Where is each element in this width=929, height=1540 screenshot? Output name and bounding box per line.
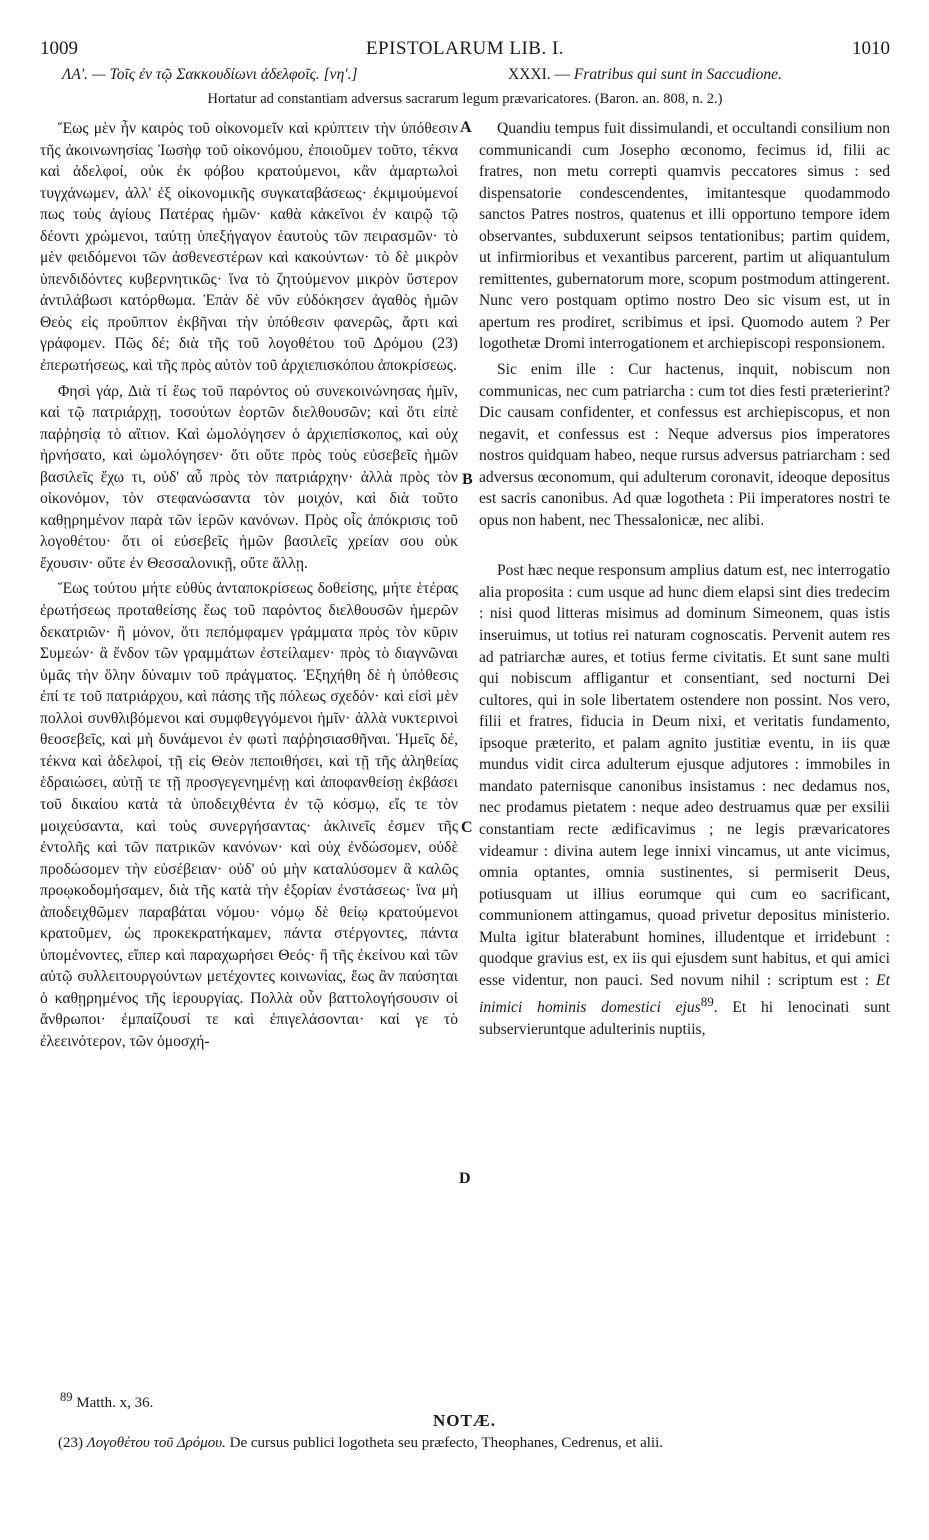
- latin-paragraph-2: Sic enim ille : Cur hactenus, inquit, nobiscum non communicas, nec cum patriarcha : cum tot dies festi præterierint? Dic causam confidenter, et confessus est archiepiscopus, et non negavit, et confessus est : Neque adversus pios imperatores nostros quidquam habeo, neque rursus adversus patriarcham : sed adversus œconomum, qui adulterum coronavit, ideoque depositus est sacris canonibus. Ad quæ logotheta : Pii imperatores nostri te opus non habent, nec Thessalonicæ, nec alibi.: [479, 361, 890, 529]
- page-number-left: 1009: [40, 38, 78, 59]
- letter-summary: Hortatur ad constantiam adversus sacrarum legum prævaricatores. (Baron. an. 808, n. 2.): [207, 91, 723, 107]
- letter-title-greek: ΛΑ'. — Τοῖς ἐν τῷ Σακκουδίωνι ἀδελφοῖς. [νη'.]: [62, 66, 358, 83]
- margin-marker-a: A: [460, 119, 472, 136]
- latin-paragraph-3: [479, 560, 890, 1040]
- margin-marker-c: C: [461, 819, 473, 836]
- greek-paragraph-2: Φησὶ γάρ, Διὰ τί ἕως τοῦ παρόντος οὐ συνεκοινώνησας ἡμῖν, καὶ τῷ πατριάρχῃ, τοσούτων ἑορτῶν διελθουσῶν; καὶ ὅτι εἰπὲ παῤῥησίᾳ τὸ αἴτιον. Καὶ ὡμολόγησεν ὁ ἀρχιεπίσκοπος, καὶ οὐχ ἠρνήσατο, καὶ ὡμολόγησεν· ὅτι οὔτε πρὸς τοὺς εὐσεβεῖς ἡμῶν βασιλεῖς ἔχω τι, οὐδ' αὖ πρὸς τὸν πατριάρχην· ἀλλὰ πρὸς τὸν οἰκονόμον, τὸν στεφανώσαντα τὸν μοιχόν, καὶ διὰ τοῦτο καθῃρημένον παρὰ τῶν ἱερῶν κανόνων. Πρὸς οἷς ἀπόκρισις τοῦ λογοθέτου· ὅτι οἱ εὐσεβεῖς ἡμῶν βασιλεῖς χρείαν σου οὐκ ἔχουσιν· οὔτε ἐν Θεσσαλονικῇ, οὔτε ἄλλῃ.: [40, 382, 458, 572]
- note-body: De cursus publici logotheta seu præfecto, Theophanes, Cedrenus, et alii.: [225, 1435, 664, 1451]
- running-title: EPISTOLARUM LIB. I.: [365, 38, 565, 59]
- greek-column: [40, 118, 458, 1053]
- notes-heading: NOTÆ.: [432, 1411, 497, 1430]
- note-greek-lemma: Λογοθέτου τοῦ Δρόμου.: [86, 1435, 226, 1451]
- greek-footnote-ref: 89: [60, 1390, 73, 1404]
- running-header: [40, 38, 890, 62]
- footnote-reference: 89: [700, 994, 714, 1010]
- greek-paragraph-3: Ἕως τούτου μήτε εὐθὺς ἀνταποκρίσεως δοθείσης, μήτε ἑτέρας ἐρωτήσεως προταθείσης ἕως τοῦ παρόντος διελθουσῶν ἡμερῶν δεκατριῶν· ἢ μόνον, ὅτι πεπόμφαμεν γράμματα πρὸς τὸν κῦριν Συμεών· ἃ ἔνδον τῶν γραμμάτων ἐστείλαμεν· πρὸς τὸ διαγνῶναι ὑμᾶς τὴν ὅλην δύναμιν τοῦ πράγματος. Ἐξηχήθη δὲ ἡ ὑπόθεσις ἐπί τε τοῦ πατριάρχου, καὶ πάσης τῆς πόλεως σχεδόν· καὶ εἰσὶ μὲν πολλοὶ συνθλιβόμενοι καὶ συμφθεγγόμενοι ἡμῖν· ἀλλὰ νυκτερινοὶ θεοσεβεῖς, καὶ μὴ δυνάμενοι ἐν φωτὶ παῤῥησιασθῆναι. Ἡμεῖς δέ, τέκνα καὶ ἀδελφοί, τῇ εἰς Θεὸν πεποιθήσει, καὶ τῇ τῆς ἀληθείας ἑδραιώσει, αὐτῇ τε τῇ προσγεγενημένῃ καὶ ἀποφανθείσῃ ἐκβάσει τοῦ δικαίου κατὰ τὰ ὑποδειχθέντα ἐν τῷ κόσμῳ, εἴς τε τὸν μοιχεύσαντα, καὶ τοὺς συνεργήσαντας· ἀκλινεῖς ἐσμεν τῆς ἐντολῆς καὶ τῶν πατρικῶν κανόνων· καὶ οὐχ ἐνδώσομεν, οὐδὲ προδώσομεν τὴν εὐσέβειαν· οὐδ' οὐ μὴν καταλύσομεν ἃ καλῶς προῳκοδομήσαμεν, διὰ τῆς κατὰ τὴν ἐξορίαν ἐνστάσεως· ἵνα μὴ ἀποδειχθῶμεν παραβάται νόμου· νόμῳ δὲ θείῳ κρατούμενοι κρατοῦμεν, ὡς προκεκρατήκαμεν, πάντα στέργοντες, πάντα ὑπομένοντες, εἴπερ καὶ παραχωρήσει Θεός· ἢ τῆς ἐκείνου καὶ τῶν αὐτῷ συλλειτουργούντων μετέχοντες κοινωνίας, ἕως ἂν παύσηται ὁ καθῃρημένος τῆς ἱερουργίας. Πολλὰ οὖν βαττολογήσουσιν οἱ ἄνθρωποι· ἐμπαίζουσί τε καὶ ἐπιγελάσονται· καί γε τὸ ἐλεεινότερον, τῶν ὁμοσχή-: [40, 580, 458, 1050]
- note-number: (23): [58, 1435, 87, 1451]
- page-number-right: 1010: [852, 38, 890, 59]
- letter-titles: [40, 66, 890, 88]
- latin-paragraph-1: Quandiu tempus fuit dissimulandi, et occultandi consilium non communicandi cum Josepho œconomo, fecimus id, filii ac fratres, non metu correpti quamvis peccatores simus : sed dispensatorie condescendentes, imitantesque quodammodo sanctos Patres nostros, quatenus et illi opportuno tempore idem observantes, subduxerunt seipsos tentationibus; partim quidem, ut infirmioribus et vexantibus parcerent, partim ut aliquantulum remittentes, gubernatorum more, scopum postmodum attingerent. Nunc vero postquam optimo nostro Deo sic visum est, ut in apertum res prodiret, scribimus et ipsi. Quomodo autem ? Per logothetæ Dromi interrogationem et archiepiscopi responsionem.: [479, 120, 890, 353]
- letter-number-latin: XXXI. —: [508, 66, 570, 83]
- latin-paragraph-3-text: Post hæc neque responsum amplius datum est, nec interrogatio alia proposita : cum usque ad hunc diem elapsi sint dies tredecim : nisi quod litteras misimus ad dominum Simeonem, quas istis inseruimus, ut totius rei naturam cognoscatis. Pervenit autem res ad patriarchæ aures, et totius ferme civitatis. Et sunt sane multi qui nobiscum affligantur et consentiant, sed nocturni Dei cultores, qui in sole libertatem ostendere non possint. Nos vero, filii et fratres, fiducia in Deum nixi, et veritatis fundamento, ipsoque præterito, et palam agnito justitiæ eventu, in iis quæ mundus vidit circa adulterum ejusque adjutores : immobiles in mandato paternisque canonibus insistamus : nec dedamus nos, nec prodamus pietatem : neque adeo destruamus quæ per exsilii constantiam recte ædificavimus ; ne legis prævaricatores videamur : divina autem lege innixi vincamus, ut ante vicimus, omnia optantes, omnia sustinentes, si permiserit Deus, potiusquam ut illius eorumque qui cum eo sacrificant, communionem attingamus, quoad privetur depositus ministerio. Multa igitur blaterabunt homines, illudentque et irridebunt : quodque gravius est, ex iis qui ejusdem sunt habitus, et qui amici esse videntur, non pauci. Sed novum nihil : scriptum est :: [479, 562, 890, 989]
- letter-title-latin: [508, 66, 782, 84]
- letter-addressee-latin: Fratribus qui sunt in Saccudione.: [573, 66, 782, 83]
- margin-marker-b: B: [462, 471, 473, 488]
- scripture-quote: Et inimici hominis domestici ejus: [479, 971, 890, 1017]
- latin-column: [479, 118, 890, 1041]
- notes-text: [40, 1434, 890, 1452]
- latin-paragraph-3-end: . Et hi lenocinati sunt subservieruntque adulterinis nuptiis,: [479, 999, 890, 1039]
- margin-marker-d: D: [459, 1170, 471, 1187]
- greek-paragraph-1: Ἕως μὲν ἦν καιρὸς τοῦ οἰκονομεῖν καὶ κρύπτειν τὴν ὑπόθεσιν τῆς ἀκοινωνησίας Ἰωσὴφ τοῦ οἰκονόμου, ἐποιοῦμεν τοῦτο, τέκνα καὶ ἀδελφοί, οὐκ ἐκ φόβου κρατούμενοι, κἂν ἁμαρτωλοὶ τυγχάνωμεν, ἀλλ' ἐξ οἰκονομικῆς συγκαταβάσεως· ἐκμιμούμενοί πως τοὺς ἁγίους Πατέρας ἡμῶν· καθὰ κἀκεῖνοι ἐν καιρῷ τῷ δέοντι χρώμενοι, ταύτῃ ὑπεξήγαγον ἑαυτοὺς τῶν πειρασμῶν· τὸ μὲν φειδόμενοι τῶν ἀσθενεστέρων καὶ κακούντων· τὸ δὲ μικρὸν ὑπενδιδόντες κυβερνητικῶς· ἵνα τὸ ζητούμενον μικρὸν ὕστερον ἀντιλάβωσι κατόρθωμα. Ἐπὰν δὲ νῦν εὐδόκησεν ἀγαθὸς ἡμῶν Θεὸς εἰς προῦπτον ἐκβῆναι τὴν ὑπόθεσιν φανερῶς, ἄρτι καὶ γράφομεν. Πῶς δέ; διὰ τῆς τοῦ λογοθέτου τοῦ Δρόμου (23) ἐπερωτήσεως, καὶ τῆς πρὸς αὐτὸν τοῦ ἀρχιεπισκόπου ἀποκρίσεως.: [40, 120, 458, 375]
- greek-footnote-text: Matth. x, 36.: [72, 1395, 154, 1411]
- greek-footnote: [60, 1390, 153, 1412]
